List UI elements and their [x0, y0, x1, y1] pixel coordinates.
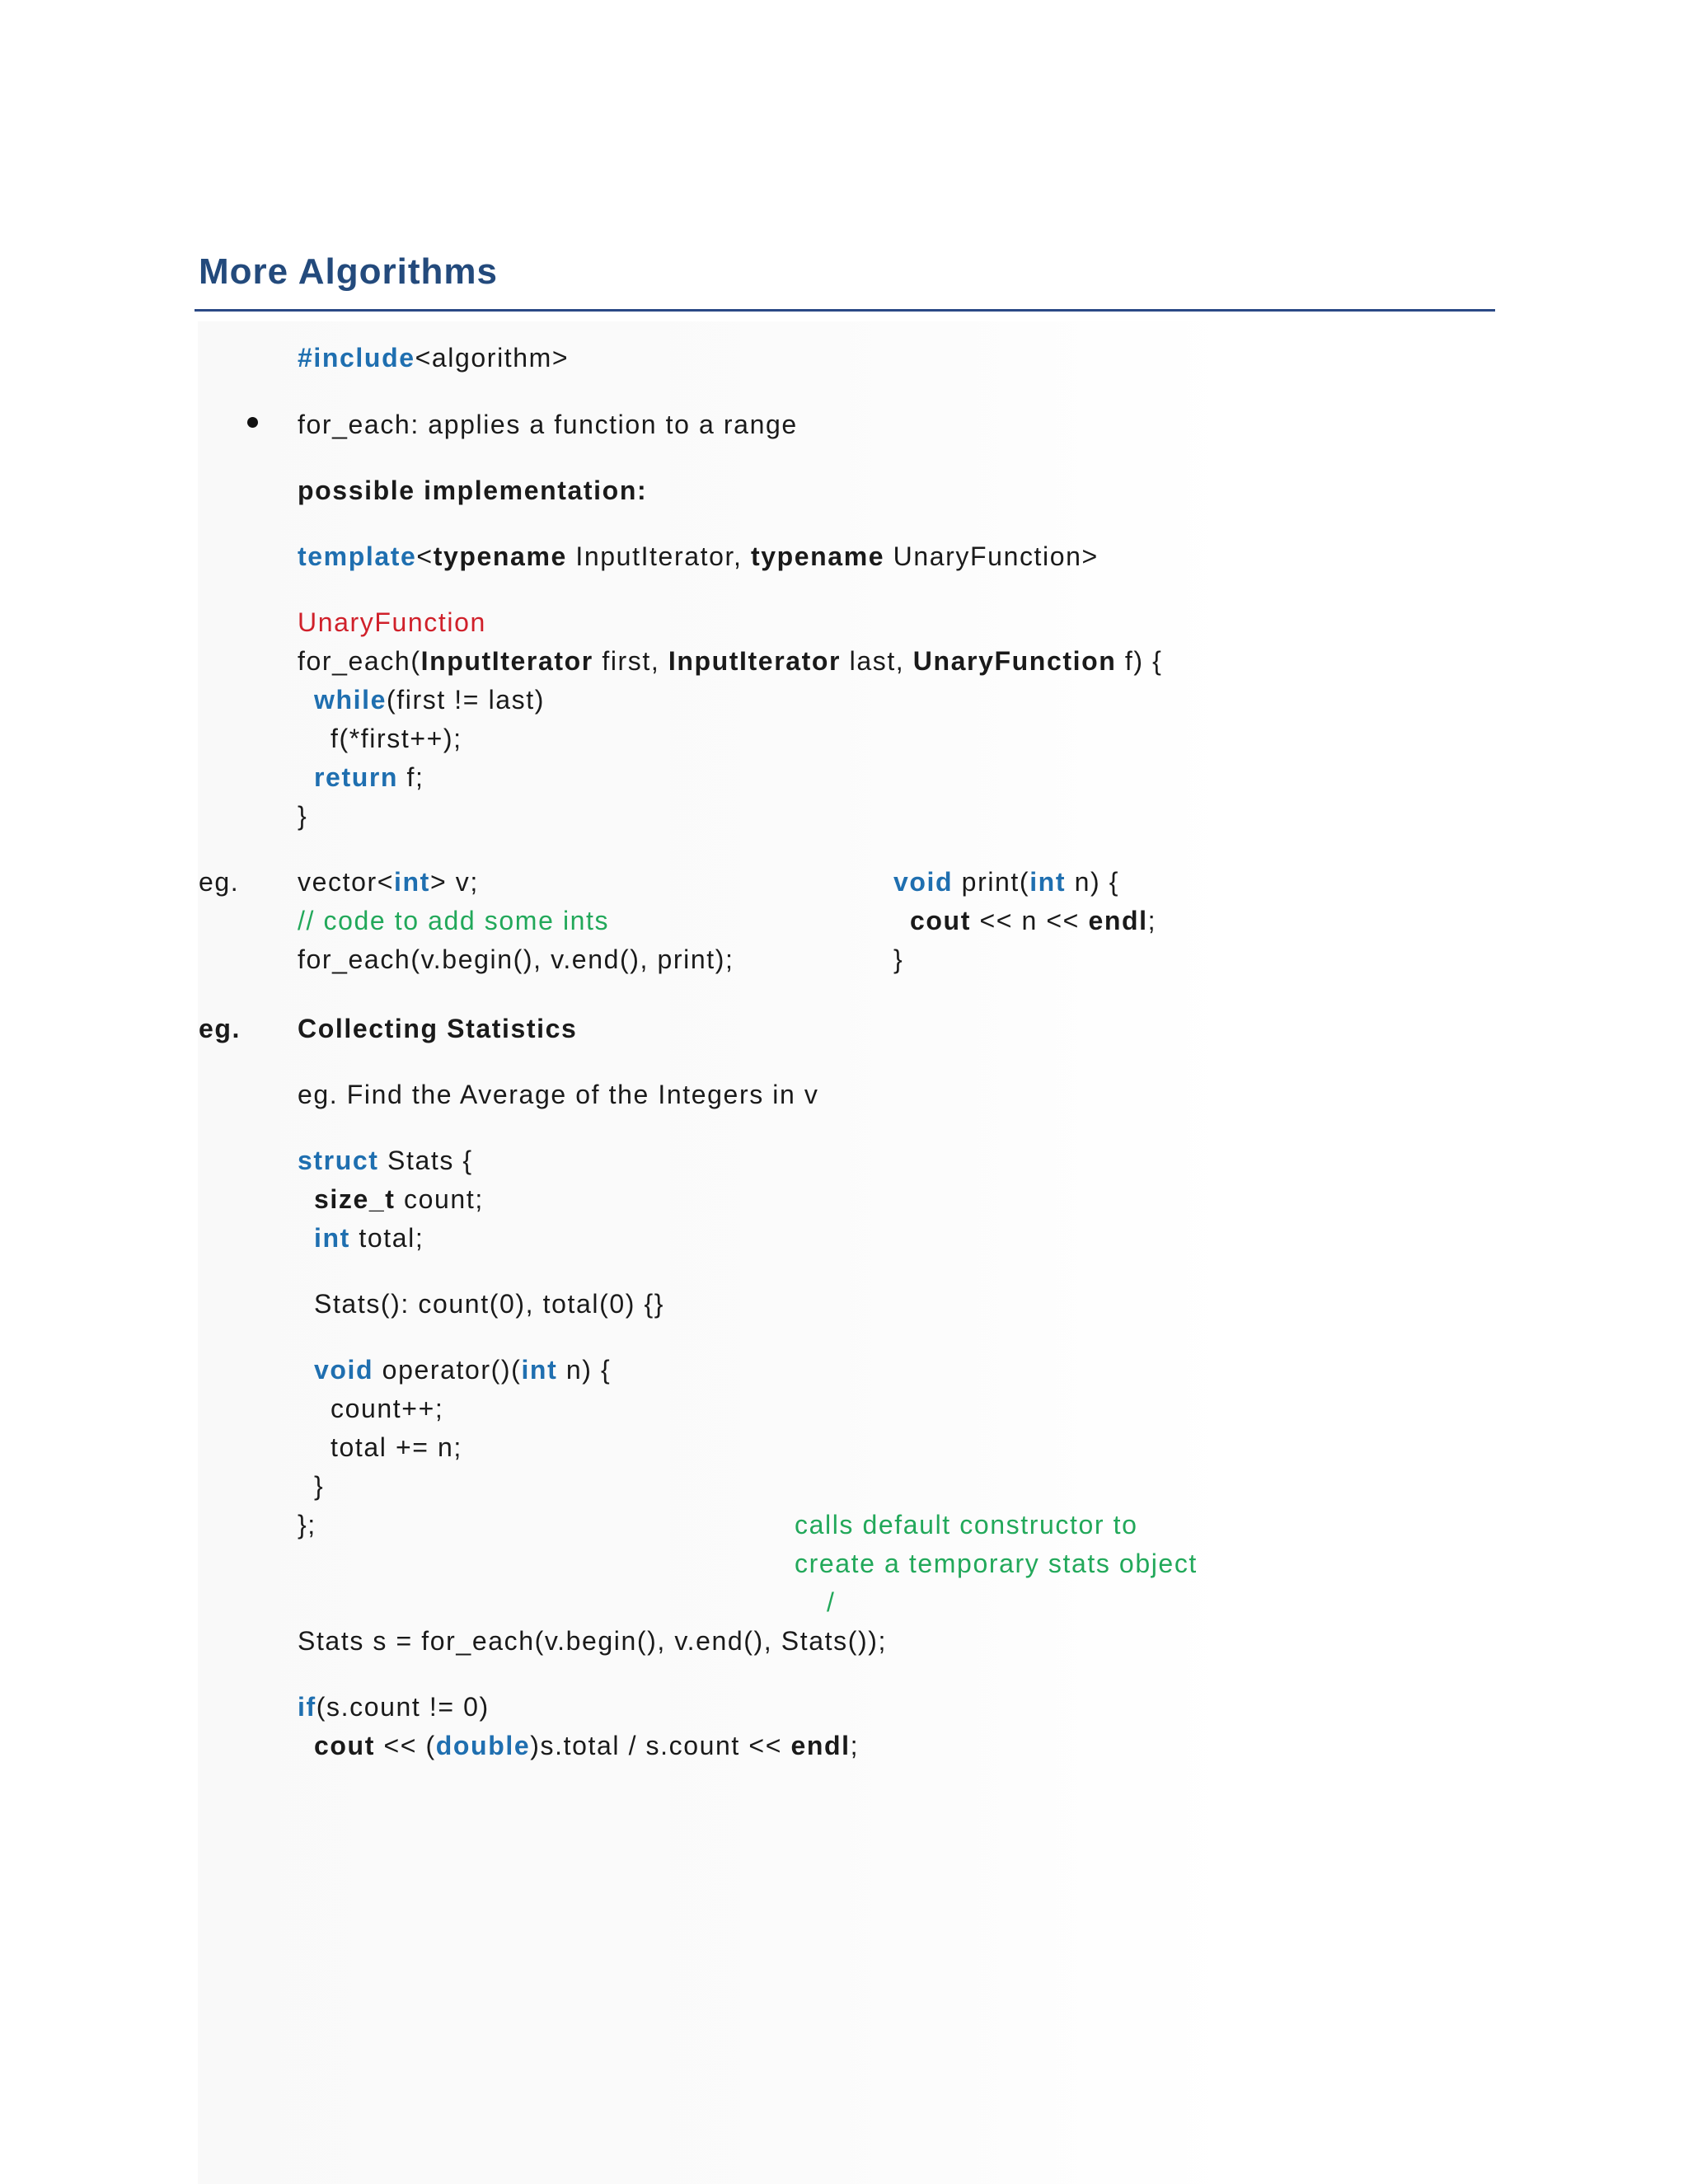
- struct-close-brace: };: [298, 1510, 316, 1540]
- annotation-line: create a temporary stats object: [795, 1549, 1198, 1578]
- example-label: eg.: [199, 1014, 241, 1043]
- section-subtitle: eg. Find the Average of the Integers in v: [298, 1080, 819, 1109]
- void-keyword: void: [314, 1355, 374, 1385]
- for-each-call: for_each(v.begin(), v.end(), print);: [298, 944, 734, 974]
- member-name: total;: [349, 1223, 424, 1253]
- print-param: n) {: [1066, 867, 1120, 897]
- example-label: eg.: [199, 867, 240, 897]
- annotation-arrow: /: [827, 1587, 836, 1617]
- bullet-text: for_each: applies a function to a range: [298, 410, 798, 439]
- typename-keyword: typename: [750, 541, 885, 571]
- param-type: UnaryFunction: [912, 646, 1117, 676]
- page-title: More Algorithms: [199, 251, 498, 292]
- int-keyword: int: [314, 1223, 350, 1253]
- size-t-keyword: size_t: [314, 1184, 396, 1214]
- stream-expr: )s.total / s.count <<: [530, 1731, 791, 1760]
- operator-line: [314, 1353, 611, 1386]
- implementation-label: possible implementation:: [298, 476, 648, 505]
- template-param: InputIterator,: [566, 541, 751, 571]
- constructor-line: Stats(): count(0), total(0) {}: [314, 1289, 665, 1319]
- if-condition: (s.count != 0): [316, 1692, 490, 1722]
- return-line: [314, 761, 424, 794]
- operator-close-brace: }: [314, 1471, 325, 1501]
- param-name: f) {: [1116, 646, 1163, 676]
- template-open: <: [416, 541, 434, 571]
- operator-param: n) {: [557, 1355, 612, 1385]
- cout-line: [314, 1729, 859, 1762]
- signature-line: [298, 644, 1162, 677]
- count-increment: count++;: [331, 1394, 444, 1423]
- include-header: <algorithm>: [415, 343, 570, 373]
- signature-start: for_each(: [298, 646, 421, 676]
- vector-name: > v;: [429, 867, 479, 897]
- int-keyword: int: [394, 867, 430, 897]
- template-keyword: template: [298, 541, 417, 571]
- template-param: UnaryFunction>: [884, 541, 1099, 571]
- while-condition: (first != last): [387, 685, 546, 715]
- param-name: first,: [593, 646, 668, 676]
- print-body: [910, 904, 1156, 937]
- double-keyword: double: [435, 1731, 531, 1760]
- code-comment: // code to add some ints: [298, 906, 610, 935]
- impl-close-brace: }: [298, 801, 308, 831]
- title-underline: [195, 309, 1495, 312]
- stream-expr: << n <<: [970, 906, 1089, 935]
- stream-expr: << (: [374, 1731, 436, 1760]
- int-keyword: int: [521, 1355, 558, 1385]
- typename-keyword: typename: [433, 541, 567, 571]
- param-type: InputIterator: [420, 646, 593, 676]
- param-type: InputIterator: [668, 646, 842, 676]
- semicolon: ;: [850, 1731, 860, 1760]
- print-name: print(: [953, 867, 1030, 897]
- count-member: [314, 1183, 484, 1216]
- bullet-point: [247, 417, 258, 428]
- if-line: [298, 1690, 490, 1723]
- return-type: UnaryFunction: [298, 607, 486, 637]
- cout-keyword: cout: [910, 906, 971, 935]
- struct-keyword: struct: [298, 1146, 379, 1175]
- cout-keyword: cout: [314, 1731, 375, 1760]
- while-keyword: while: [314, 685, 387, 715]
- section-title: Collecting Statistics: [298, 1014, 578, 1043]
- member-name: count;: [395, 1184, 484, 1214]
- vector-line: [298, 865, 479, 898]
- return-value: f;: [398, 762, 424, 792]
- void-keyword: void: [893, 867, 954, 897]
- struct-name: Stats {: [378, 1146, 473, 1175]
- template-line: [298, 540, 1099, 573]
- endl-keyword: endl: [790, 1731, 851, 1760]
- loop-body: f(*first++);: [331, 724, 462, 753]
- include-line: [298, 341, 569, 374]
- int-keyword: int: [1029, 867, 1067, 897]
- endl-keyword: endl: [1088, 906, 1148, 935]
- vector-type: vector<: [298, 867, 395, 897]
- while-line: [314, 683, 545, 716]
- semicolon: ;: [1147, 906, 1157, 935]
- stats-call: Stats s = for_each(v.begin(), v.end(), Stats());: [298, 1626, 887, 1656]
- total-add: total += n;: [331, 1432, 462, 1462]
- total-member: [314, 1221, 424, 1254]
- param-name: last,: [841, 646, 913, 676]
- if-keyword: if: [298, 1692, 316, 1722]
- operator-name: operator()(: [373, 1355, 522, 1385]
- struct-line: [298, 1144, 473, 1177]
- print-close-brace: }: [893, 944, 904, 974]
- print-signature: [893, 865, 1119, 898]
- include-directive: #include: [298, 343, 415, 373]
- annotation-line: calls default constructor to: [795, 1510, 1138, 1540]
- return-keyword: return: [314, 762, 399, 792]
